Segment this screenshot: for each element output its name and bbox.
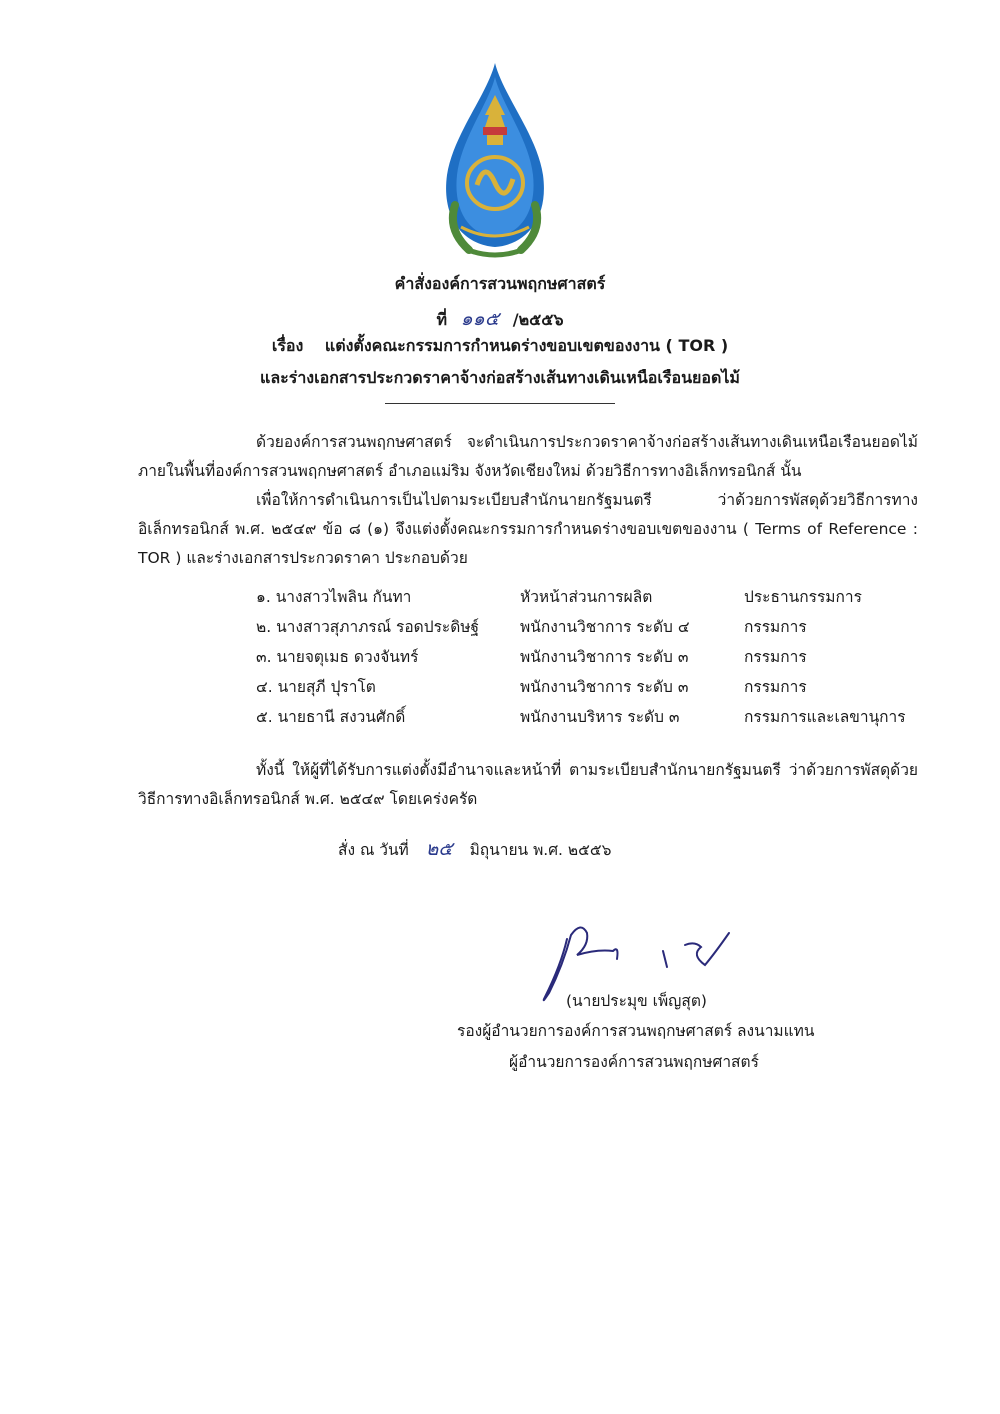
- member-role: กรรมการและเลขานุการ: [744, 708, 906, 726]
- member-name: ๒. นางสาวสุภาภรณ์ รอดประดิษฐ์: [256, 618, 480, 636]
- member-position: พนักงานวิชาการ ระดับ ๓: [520, 678, 689, 696]
- member-role: กรรมการ: [744, 648, 807, 666]
- paragraph-1: ด้วยองค์การสวนพฤกษศาสตร์ จะดำเนินการประกวดราคาจ้างก่อสร้างเส้นทางเดินเหนือเรือนยอดไม้ ภายในพื้นที่องค์การสวนพฤกษศาสตร์ อำเภอแม่ริม จังหวัดเชียงใหม่ ด้วยวิธีการทางอิเล็กทรอนิกส์ นั้น: [138, 433, 918, 480]
- member-name: ๕. นายธานี สงวนศักดิ์: [256, 708, 406, 726]
- paragraph-3: ทั้งนี้ ให้ผู้ที่ได้รับการแต่งตั้งมีอำนาจและหน้าที่ ตามระเบียบสำนักนายกรัฐมนตรี ว่าด้วยการพัสดุด้วยวิธีการทางอิเล็กทรอนิกส์ พ.ศ. ๒๕๔๙ โดยเคร่งครัด: [138, 761, 918, 808]
- document-title: คำสั่งองค์การสวนพฤกษศาสตร์: [394, 274, 606, 293]
- member-role: กรรมการ: [744, 678, 807, 696]
- order-prefix: ที่: [436, 310, 448, 329]
- member-position: พนักงานวิชาการ ระดับ ๓: [520, 648, 689, 666]
- member-name: ๑. นางสาวไพลิน กันทา: [256, 588, 412, 606]
- signer-name: (นายประมุข เพ็ญสุต): [566, 992, 707, 1010]
- date-day: ๒๕: [425, 838, 453, 860]
- subject-continuation: และร่างเอกสารประกวดราคาจ้างก่อสร้างเส้นทางเดินเหนือเรือนยอดไม้: [260, 368, 740, 387]
- body-intro: [138, 428, 918, 573]
- member-role: ประธานกรรมการ: [744, 588, 862, 606]
- signer-on-behalf: ผู้อำนวยการองค์การสวนพฤกษศาสตร์: [509, 1053, 759, 1071]
- date-month-year: มิถุนายน พ.ศ. ๒๕๕๖: [469, 841, 612, 859]
- subject-label: เรื่อง: [271, 336, 304, 355]
- member-position: พนักงานวิชาการ ระดับ ๔: [520, 618, 690, 636]
- order-year: /๒๕๕๖: [512, 310, 564, 329]
- member-role: กรรมการ: [744, 618, 807, 636]
- member-name: ๓. นายจตุเมธ ดวงจันทร์: [256, 648, 419, 666]
- order-date: [338, 834, 611, 864]
- member-position: หัวหน้าส่วนการผลิต: [520, 588, 653, 606]
- member-row: [256, 674, 936, 704]
- paragraph-2: เพื่อให้การดำเนินการเป็นไปตามระเบียบสำนักนายกรัฐมนตรี ว่าด้วยการพัสดุด้วยวิธีการทางอิเล็กทรอนิกส์ พ.ศ. ๒๕๔๙ ข้อ ๘ (๑) จึงแต่งตั้งคณะกรรมการกำหนดร่างขอบเขตของงาน ( Terms of Reference : TOR ) และร่างเอกสารประกวดราคา ประกอบด้วย: [138, 491, 918, 567]
- member-name: ๔. นายสุภี ปุราโต: [256, 678, 376, 696]
- member-row: [256, 704, 936, 734]
- subject-line: [0, 334, 1000, 359]
- order-number: ๑๑๕: [460, 308, 500, 330]
- date-prefix: สั่ง ณ วันที่: [338, 841, 409, 859]
- member-row: [256, 584, 936, 614]
- member-row: [256, 614, 936, 644]
- member-row: [256, 644, 936, 674]
- header-divider: [385, 403, 615, 404]
- order-number-line: [0, 304, 1000, 334]
- member-position: พนักงานบริหาร ระดับ ๓: [520, 708, 680, 726]
- subject-text: แต่งตั้งคณะกรรมการกำหนดร่างขอบเขตของงาน ( TOR ): [324, 336, 729, 355]
- signer-title: รองผู้อำนวยการองค์การสวนพฤกษศาสตร์ ลงนามแทน: [457, 1022, 815, 1040]
- organization-logo: [425, 55, 565, 260]
- body-closing: [138, 756, 918, 814]
